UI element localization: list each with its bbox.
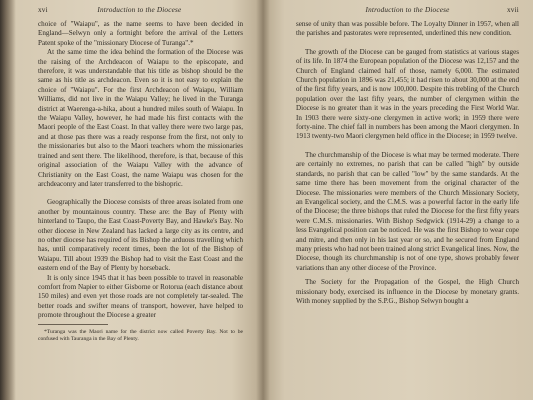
right-running-header [296, 6, 519, 16]
right-paragraph: The growth of the Diocese can be gauged from statistics at various stages of its life. In 1874 the European population of the Diocese was 12,157 and the Church of England claimed half of those, namely 6,000. The estimated Church population in 1896 was 21,455; it had risen to about 30,000 at the end of the first fifty years, and is now 100,000. Despite this trebling of the Church population over the last fifty years, the number of clergymen within the Diocese is no greater than it was in the years preceding the First World War. In 1903 there were sixty-one clergymen in active work; in 1959 there were forty-nine. The chief fall in numbers has been among the Maori clergymen. In 1913 twenty-two Maori clergymen held office in the Diocese; in 1959 twelve. [296, 47, 519, 141]
right-page [263, 0, 533, 400]
left-running-header [38, 6, 243, 16]
left-page-number: xvi [38, 6, 48, 14]
left-page [0, 0, 263, 400]
book-edge-shadow [0, 0, 16, 400]
footnote-rule [38, 324, 108, 325]
right-paragraph: The Society for the Propagation of the Gospel, the High Church missionary body, exercised its influence in the Diocese by monetary grants. With money supplied by the S.P.G., Bishop Selwyn bought a [296, 278, 519, 305]
left-running-head: Introduction to the Diocese [97, 6, 182, 14]
left-paragraph: At the same time the idea behind the formation of the Diocese was the raising of the Archdeacon of Waiapu to the episcopate, and therefore, it was understandable that his title as bishop should be the same as his title as archdeacon. Even so it is not easy to explain the choice of "Waiapu". For the first Archdeacon of Waiapu, William Williams, did not live in the Waiapu Valley; he lived in the Turanga district at Waerenga-a-hika, about a hundred miles south of Waiapu. In the Waiapu Valley, however, he had made his first contacts with the Maori people of the East Coast. In that valley there were two large pas, and at those pas there was a ready response from the first, not only to the missionaries but also to the Maori teachers whom the missionaries trained and sent there. The likelihood, therefore, is that, because of this original association of the Waiapu Valley with the advance of Christianity on the East Coast, the name Waiapu was chosen for the archdeaconry and later transferred to the bishopric. [38, 48, 243, 188]
left-paragraph: Geographically the Diocese consists of three areas isolated from one another by mountainous country. These are: the Bay of Plenty with hinterland to Taupo, the East Coast-Poverty Bay, and Hawke's Bay. No other diocese in New Zealand has lacked a large city as its centre, and no other diocese has required of its Bishop the arduous travelling which has, until comparatively recent times, been the lot of the Bishop of Waiapu. Till about 1939 the Bishop had to visit the East Coast and the eastern end of the Bay of Plenty by horseback. [38, 198, 243, 273]
right-paragraph: The churchmanship of the Diocese is what may be termed moderate. There are certainly no extremes, no parish that can be called "high" by outside standards, no parish that can be called "low" by the same standards. At the same time there has been movement from the original character of the Diocese. The missionaries were members of the Church Missionary Society, an Evangelical society, and the C.M.S. was a powerful factor in the early life of the Diocese; the three bishops that ruled the Diocese for the first fifty years were C.M.S. missionaries. With Bishop Sedgwick (1914-29) a change to a less Evangelical position can be noticed. He was the first Bishop to wear cope and mitre, and then only in his last year or so, and he secured from England many priests who had not been trained along strict Evangelical lines. Now, the Diocese, though its churchmanship is not of one type, shows probably fewer variations than any other diocese of the Province. [296, 150, 519, 272]
left-paragraph: choice of "Waiapu", as the name seems to have been decided in England—Selwyn only a fortnight before the arrival of the Letters Patent spoke of the "missionary Diocese of Turanga".* [38, 20, 243, 47]
right-page-number: xvii [507, 6, 519, 14]
right-running-head: Introduction to the Diocese [365, 6, 450, 14]
left-paragraph: It is only since 1945 that it has been possible to travel in reasonable comfort from Napier to either Gisborne or Rotorua (each distance about 150 miles) and even yet those roads are not completely tar-sealed. The better roads and swifter means of transport, however, have helped to promote throughout the Diocese a greater [38, 273, 243, 320]
footnote: *Turanga was the Maori name for the district now called Poverty Bay. Not to be confused with Tauranga in the Bay of Plenty. [38, 328, 243, 342]
right-paragraph: sense of unity than was possible before. The Loyalty Dinner in 1957, when all the parishes and pastorates were represented, underlined this new condition. [296, 20, 519, 38]
